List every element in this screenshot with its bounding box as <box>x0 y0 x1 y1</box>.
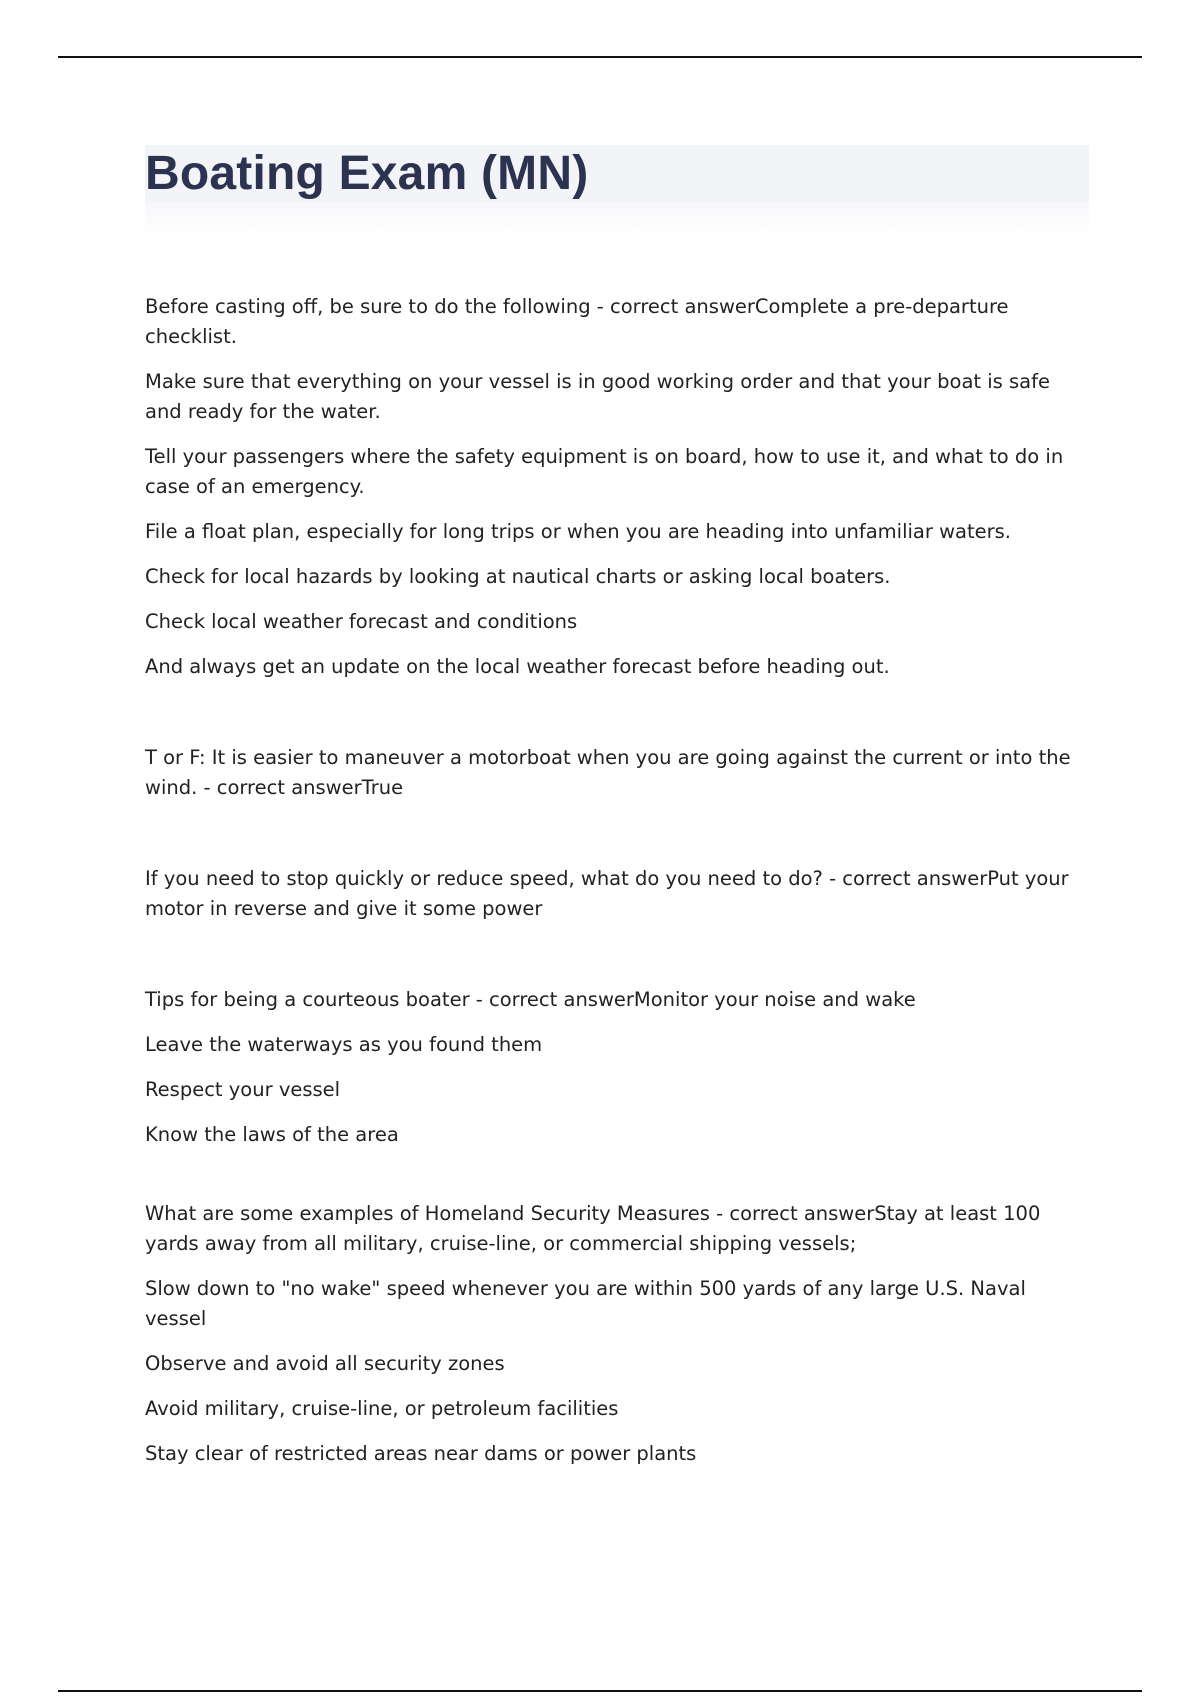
qa-block-courteous-boater <box>145 985 1090 1150</box>
answer-line: Stay clear of restricted areas near dams or power plants <box>145 1442 697 1465</box>
section-gap <box>145 818 1090 864</box>
answer-line: Tell your passengers where the safety equipment is on board, how to use it, and what to do in case of an emergency. <box>145 445 1064 498</box>
qa-block-stop-quickly <box>145 864 1090 924</box>
title-band-shadow <box>145 202 1089 238</box>
answer-line: Make sure that everything on your vessel is in good working order and that your boat is safe and ready for the water. <box>145 370 1050 423</box>
page-title: Boating Exam (MN) <box>145 147 589 200</box>
section-gap <box>145 1165 1090 1199</box>
answer-line: Observe and avoid all security zones <box>145 1352 505 1375</box>
answer-line: And always get an update on the local weather forecast before heading out. <box>145 655 890 678</box>
section-gap <box>145 939 1090 985</box>
answer-line: Check local weather forecast and conditions <box>145 610 578 633</box>
top-rule <box>58 56 1142 58</box>
answer-line: Respect your vessel <box>145 1078 341 1101</box>
question-line: What are some examples of Homeland Security Measures - correct answerStay at least 100 yards away from all military, cruise-line, or commercial shipping vessels; <box>145 1202 1041 1255</box>
document-body <box>145 292 1090 1484</box>
question-line: Before casting off, be sure to do the following - correct answerComplete a pre-departure checklist. <box>145 295 1009 348</box>
qa-block-homeland-security <box>145 1199 1090 1469</box>
bottom-rule <box>58 1690 1142 1692</box>
answer-line: File a float plan, especially for long trips or when you are heading into unfamiliar waters. <box>145 520 1012 543</box>
question-line: If you need to stop quickly or reduce speed, what do you need to do? - correct answerPut your motor in reverse and give it some power <box>145 867 1069 920</box>
question-line: T or F: It is easier to maneuver a motorboat when you are going against the current or into the wind. - correct answerTrue <box>145 746 1071 799</box>
section-gap <box>145 697 1090 743</box>
question-line: Tips for being a courteous boater - correct answerMonitor your noise and wake <box>145 988 916 1011</box>
answer-line: Avoid military, cruise-line, or petroleum facilities <box>145 1397 619 1420</box>
answer-line: Slow down to "no wake" speed whenever you are within 500 yards of any large U.S. Naval vessel <box>145 1277 1026 1330</box>
qa-block-true-false <box>145 743 1090 803</box>
answer-line: Know the laws of the area <box>145 1123 399 1146</box>
qa-block-pre-departure <box>145 292 1090 682</box>
answer-line: Leave the waterways as you found them <box>145 1033 543 1056</box>
answer-line: Check for local hazards by looking at nautical charts or asking local boaters. <box>145 565 891 588</box>
